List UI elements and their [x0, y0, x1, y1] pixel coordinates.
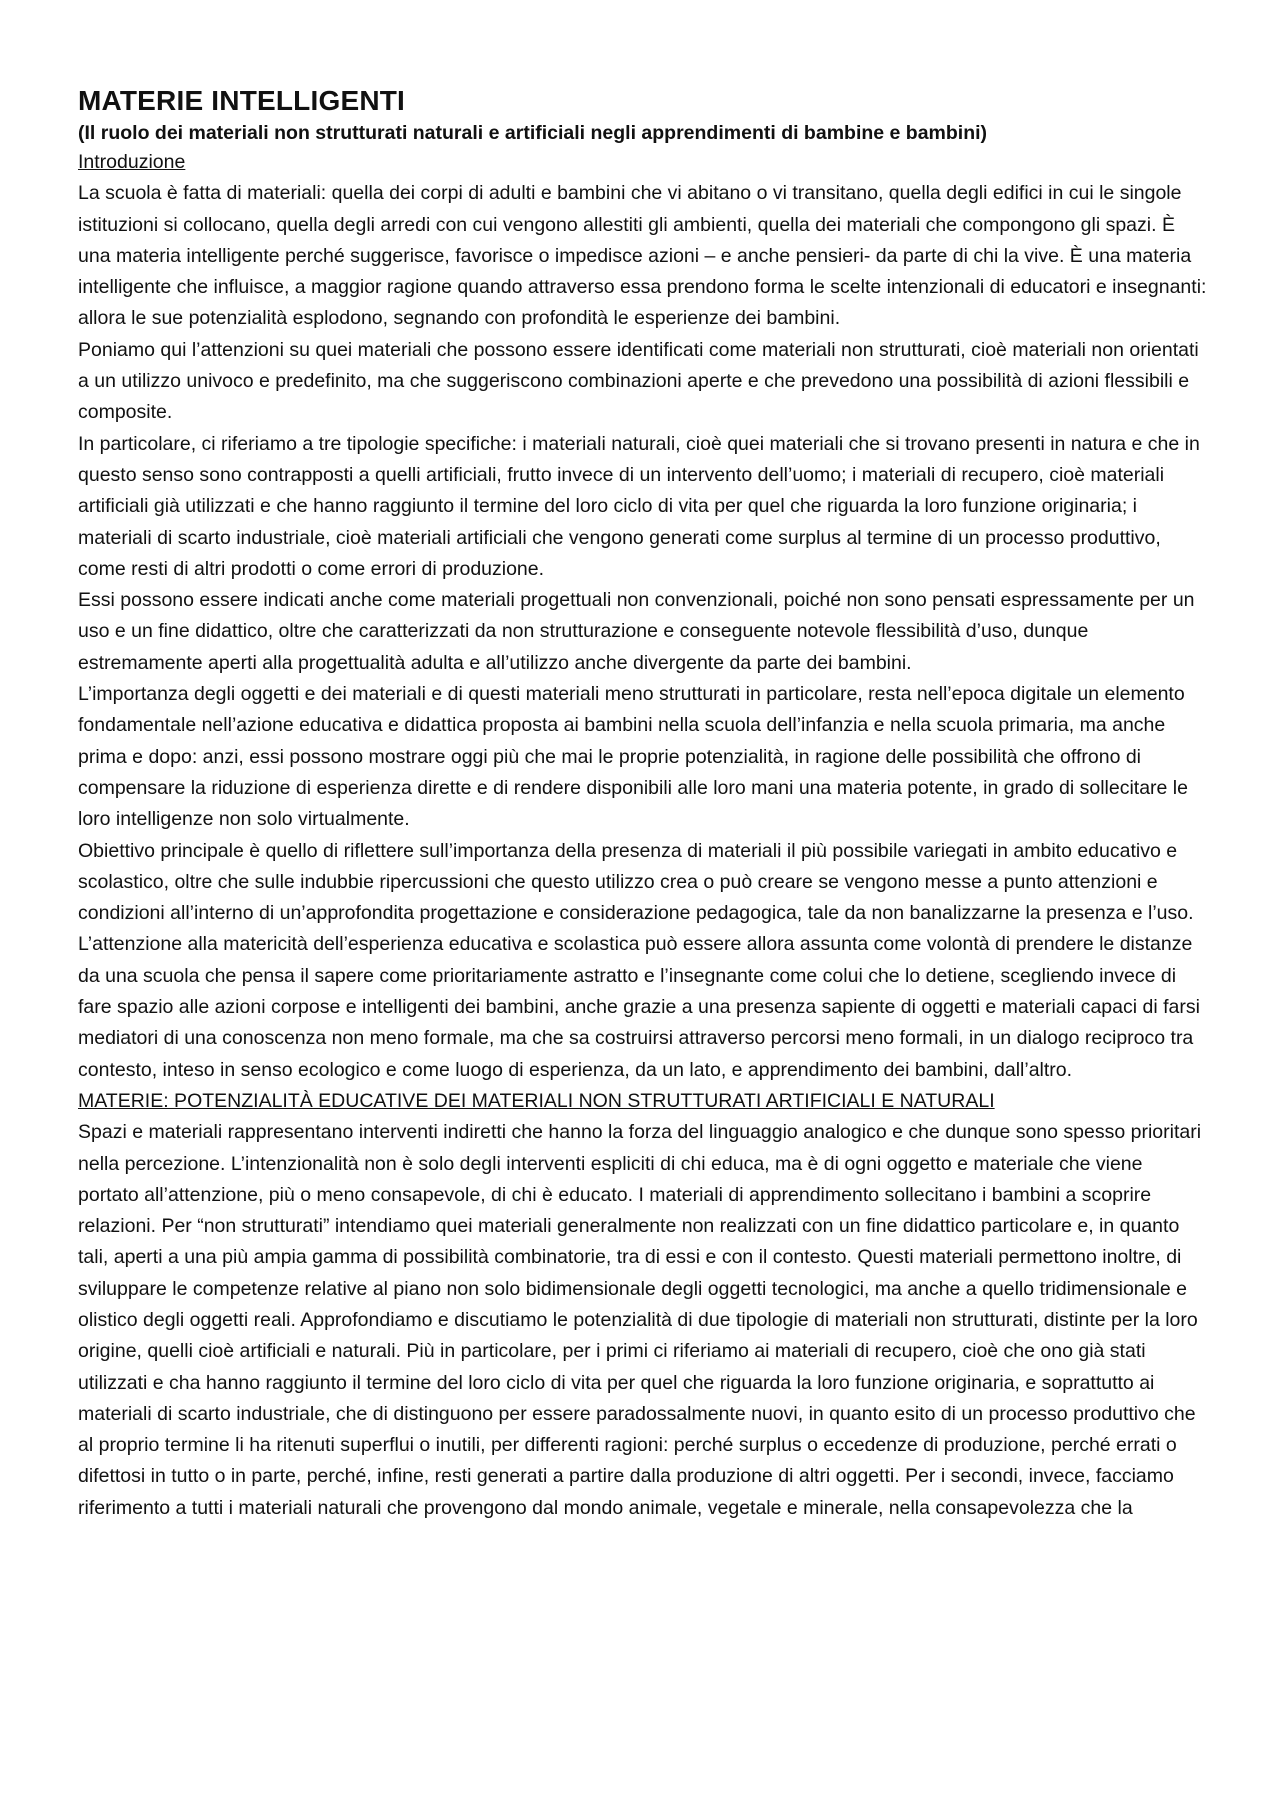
paragraph: Obiettivo principale è quello di riflettere sull’importanza della presenza di materiali il più possibile variegati in ambito educativo e scolastico, oltre che sulle indubbie ripercussioni che questo utilizzo crea o può creare se vengono messe a punto attenzioni e condizioni all’interno di un’approfondita progettazione e considerazione pedagogica, tale da non banalizzarne la presenza e l’uso. [78, 839, 1194, 925]
document-subtitle: (Il ruolo dei materiali non strutturati naturali e artificiali negli apprendimenti di bambine e bambini) [78, 122, 988, 144]
paragraph: Spazi e materiali rappresentano interventi indiretti che hanno la forza del linguaggio analogico e che dunque sono spesso prioritari nella percezione. L’intenzionalità non è solo degli interventi espliciti di chi educa, ma è di ogni oggetto e materiale che viene portato all’attenzione, più o meno consapevole, di chi è educato. I materiali di apprendimento sollecitano i bambini a scoprire relazioni. Per “non strutturati” intendiamo quei materiali generalmente non realizzati con un fine didattico particolare e, in quanto tali, aperti a una più ampia gamma di possibilità combinatorie, tra di essi e con il contesto. Questi materiali permettono inoltre, di sviluppare le competenze relative al piano non solo bidimensionale degli oggetti tecnologici, ma anche a quello tridimensionale e olistico degli oggetti reali. Approfondiamo e discutiamo le potenzialità di due tipologie di materiali non strutturati, distinte per la loro origine, quelli cioè artificiali e naturali. Più in particolare, per i primi ci riferiamo ai materiali di recupero, cioè che ono già stati utilizzati e cha hanno raggiunto il termine del loro ciclo di vita per quel che riguarda la loro funzione originaria, e soprattutto ai materiali di scarto industriale, che di distinguono per essere paradossalmente nuovi, in quanto esito di un processo produttivo che al proprio termine li ha ritenuti superflui o inutili, per differenti ragioni: perché surplus o eccedenze di produzione, perché errati o difettosi in tutto o in parte, perché, infine, resti generati a partire dalla produzione di altri oggetti. Per i secondi, invece, facciamo riferimento a tutti i materiali naturali che provengono dal mondo animale, vegetale e minerale, nella consapevolezza che la [78, 1121, 1202, 1519]
paragraph: Essi possono essere indicati anche come materiali progettuali non convenzionali, poiché non sono pensati espressamente per un uso e un fine didattico, oltre che caratterizzati da non strutturazione e conseguente notevole flessibilità d’uso, dunque estremamente aperti alla progettualità adulta e all’utilizzo anche divergente da parte dei bambini. [78, 589, 1195, 674]
paragraph: L’attenzione alla matericità dell’esperienza educativa e scolastica può essere allora assunta come volontà di prendere le distanze da una scuola che pensa il sapere come prioritariamente astratto e l’insegnante come colui che lo detiene, scegliendo invece di fare spazio alle azioni corpose e intelligenti dei bambini, anche grazie a una presenza sapiente di oggetti e materiali capaci di farsi mediatori di una conoscenza non meno formale, ma che sa costruirsi attraverso percorsi meno formali, in un dialogo reciproco tra contesto, inteso in senso ecologico e come luogo di esperienza, da un lato, e apprendimento dei bambini, dall’altro. [78, 933, 1200, 1081]
section-materie [78, 1086, 1208, 1524]
section-heading-introduction: Introduzione [78, 151, 186, 173]
section-introduction [78, 147, 1208, 1086]
paragraph: La scuola è fatta di materiali: quella dei corpi di adulti e bambini che vi abitano o vi transitano, quella degli edifici in cui le singole istituzioni si collocano, quella degli arredi con cui vengono allestiti gli ambienti, quella dei materiali che compongono gli spazi. È una materia intelligente perché suggerisce, favorisce o impedisce azioni – e anche pensieri- da parte di chi la vive. È una materia intelligente che influisce, a maggior ragione quando attraverso essa prendono forma le scelte intenzionali di educatori e insegnanti: allora le sue potenzialità esplodono, segnando con profondità le esperienze dei bambini. [78, 182, 1207, 330]
document-title: MATERIE INTELLIGENTI [78, 85, 406, 116]
paragraph: L’importanza degli oggetti e dei materiali e di questi materiali meno strutturati in particolare, resta nell’epoca digitale un elemento fondamentale nell’azione educativa e didattica proposta ai bambini nella scuola dell’infanzia e nella scuola primaria, ma anche prima e dopo: anzi, essi possono mostrare oggi più che mai le proprie potenzialità, in ragione delle possibilità che offrono di compensare la riduzione di esperienza dirette e di rendere disponibili alle loro mani una materia potente, in grado di sollecitare le loro intelligenze non solo virtualmente. [78, 683, 1188, 831]
section-heading-materie: MATERIE: POTENZIALITÀ EDUCATIVE DEI MATERIALI NON STRUTTURATI ARTIFICIALI E NATURALI [78, 1089, 995, 1112]
paragraph: Poniamo qui l’attenzioni su quei materiali che possono essere identificati come materiali non strutturati, cioè materiali non orientati a un utilizzo univoco e predefinito, ma che suggeriscono combinazioni aperte e che prevedono una possibilità di azioni flessibili e composite. [78, 338, 1199, 424]
document-page [78, 84, 1208, 1524]
paragraph: In particolare, ci riferiamo a tre tipologie specifiche: i materiali naturali, cioè quei materiali che si trovano presenti in natura e che in questo senso sono contrapposti a quelli artificiali, frutto invece di un intervento dell’uomo; i materiali di recupero, cioè materiali artificiali già utilizzati e che hanno raggiunto il termine del loro ciclo di vita per quel che riguarda la loro funzione originaria; i materiali di scarto industriale, cioè materiali artificiali che vengono generati come surplus al termine di un processo produttivo, come resti di altri prodotti o come errori di produzione. [78, 432, 1200, 580]
